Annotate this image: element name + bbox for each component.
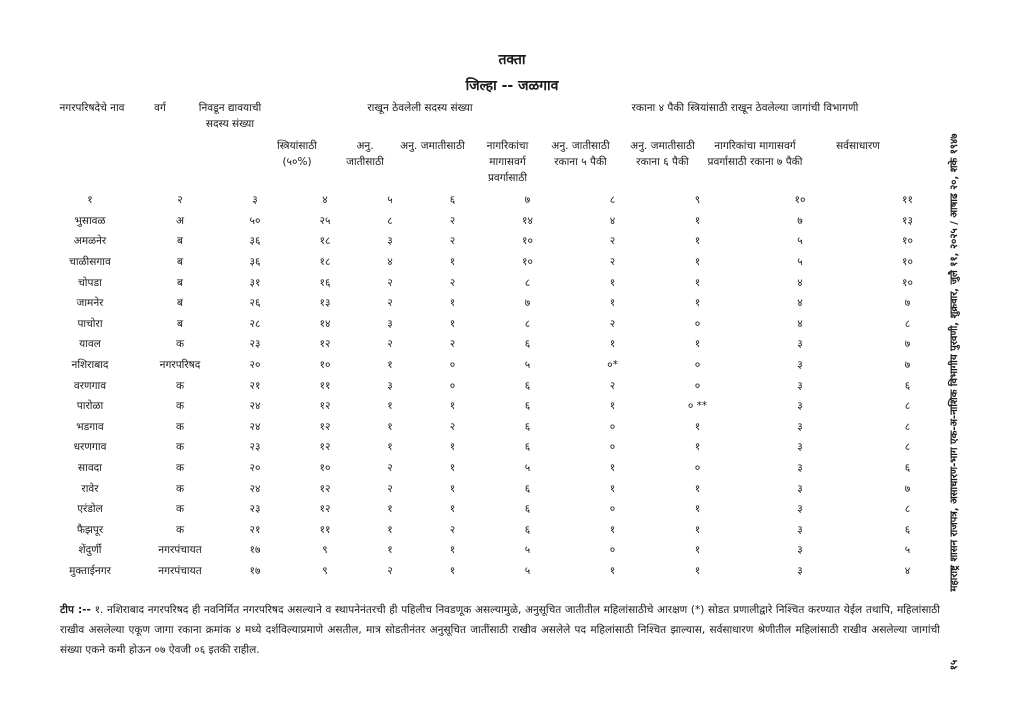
table-row [40, 211, 955, 232]
table-cell: ६ [524, 379, 531, 392]
table-cell: १ [449, 256, 456, 269]
table-cell: ब [177, 297, 183, 310]
header-c7: नागरिकांचा मागासवर्ग प्रवर्गासाठी [486, 140, 529, 184]
table-cell: २ [449, 523, 456, 536]
table-cell: ४ [797, 297, 803, 310]
table-cell: ६ [524, 338, 531, 351]
table-cell: २ [609, 317, 616, 330]
table-cell: १ [609, 482, 616, 495]
table-cell: ३ [797, 359, 803, 372]
table-cell: १ [694, 235, 701, 248]
table-cell: १४ [522, 214, 533, 227]
table-cell: १ [449, 503, 456, 516]
table-cell: ५ [524, 359, 531, 372]
table-cell: ७ [797, 214, 803, 227]
table-cell: ६ [904, 523, 911, 536]
table-row [40, 437, 955, 458]
table-cell: १ [387, 441, 393, 454]
table-cell: ६ [524, 441, 531, 454]
table-row [40, 478, 955, 499]
table-cell: नगरपरिषद [159, 359, 201, 372]
table-cell: १ [449, 544, 456, 557]
footnote [60, 600, 940, 660]
table-cell: ११ [319, 523, 331, 536]
table-cell: क [175, 482, 185, 495]
council-name-cell: एरंडोल [77, 503, 103, 516]
council-name-cell: पाचोरा [77, 317, 103, 330]
table-cell: ०* [607, 359, 618, 372]
table-cell: ७ [524, 297, 531, 310]
table-cell: ३ [797, 338, 803, 351]
table-cell: ५ [797, 256, 803, 269]
table-cell: ६ [524, 503, 531, 516]
council-name-cell: पारोळा [76, 400, 104, 413]
table-cell: १ [694, 297, 701, 310]
table-cell: ६ [524, 482, 531, 495]
table-cell: ८ [524, 276, 531, 289]
table-row [40, 499, 955, 520]
table-cell: १ [694, 256, 701, 269]
table-row [40, 355, 955, 376]
column-number: १ [87, 194, 93, 207]
table-cell: क [175, 338, 185, 351]
council-name-cell: फैझपूर [76, 523, 104, 536]
table-cell: १ [694, 482, 701, 495]
page-number-text: १५ [949, 659, 960, 671]
table-cell: २६ [249, 297, 261, 310]
table-cell: ८ [904, 400, 911, 413]
table-cell: १ [609, 400, 616, 413]
council-name-cell: अमळनेर [73, 235, 107, 248]
table-row [40, 520, 955, 541]
table-cell: ८ [904, 317, 911, 330]
table-cell: १८ [319, 256, 331, 269]
table-cell: क [175, 523, 185, 536]
column-number: ६ [449, 194, 456, 207]
table-cell: १२ [319, 400, 331, 413]
table-cell: ५ [524, 544, 531, 557]
table-cell: २४ [249, 482, 261, 495]
table-cell: ३ [797, 482, 803, 495]
table-cell: ब [177, 235, 183, 248]
table-cell: ४ [797, 317, 803, 330]
table-row [40, 417, 955, 438]
table-cell: २० [249, 462, 261, 475]
table-cell: नगरपंचायत [158, 564, 202, 577]
council-name-cell: यावल [79, 338, 101, 351]
table-cell: १ [449, 482, 456, 495]
table-cell: १७ [249, 564, 261, 577]
header-c4: स्त्रियांसाठी (५०%) [276, 140, 318, 168]
table-cell: ३ [797, 544, 803, 557]
header-c5: अनु. जातीसाठी [346, 140, 384, 168]
table-cell: १ [609, 564, 616, 577]
group-header-reserved: राखून ठेवलेली सदस्य संख्या [367, 102, 473, 114]
table-cell: २ [387, 564, 393, 577]
district-title: जिल्हा -- जळगाव [465, 78, 559, 94]
table-cell: ८ [904, 441, 911, 454]
table-cell: क [175, 400, 185, 413]
table-row [40, 540, 955, 561]
table-cell: १७ [249, 544, 261, 557]
table-cell: ५ [524, 564, 531, 577]
table-cell: ५ [797, 235, 803, 248]
council-name-cell: भडगाव [76, 420, 104, 433]
table-cell: १ [387, 420, 393, 433]
table-cell: १ [694, 564, 701, 577]
council-name-cell: भुसावळ [74, 214, 106, 227]
table-cell: ३ [797, 503, 803, 516]
table-row [40, 396, 955, 417]
header-c3: निवडून द्यावयाची सदस्य संख्या [198, 102, 262, 130]
table-cell: १० [319, 359, 331, 372]
table-cell: नगरपंचायत [158, 544, 202, 557]
table-cell: २१ [249, 379, 261, 392]
table-cell: १ [694, 523, 701, 536]
table-cell: ११ [319, 379, 331, 392]
table-cell: १ [609, 276, 616, 289]
table-cell: १ [449, 297, 456, 310]
table-cell: २८ [249, 317, 261, 330]
table-cell: १ [694, 276, 701, 289]
table-cell: ६ [904, 379, 911, 392]
table-cell: ६ [524, 420, 531, 433]
gazette-side-header [945, 110, 965, 615]
table-cell: १८ [319, 235, 331, 248]
table-cell: २३ [249, 441, 261, 454]
table-cell: ३१ [249, 276, 261, 289]
table-cell: ८ [524, 317, 531, 330]
table-cell: १ [609, 523, 616, 536]
table-cell: २४ [249, 420, 261, 433]
table-cell: १ [694, 503, 701, 516]
table-cell: ३६ [249, 256, 261, 269]
table-cell: २५ [319, 214, 331, 227]
table-cell: २ [449, 276, 456, 289]
table-cell: ३ [797, 564, 803, 577]
table-cell: ३६ [249, 235, 261, 248]
table-cell: १ [694, 214, 701, 227]
table-cell: १ [387, 359, 393, 372]
table-cell: ० [609, 420, 616, 433]
table-cell: ५० [249, 214, 261, 227]
council-name-cell: चाळीसगाव [69, 256, 111, 269]
column-number: ५ [387, 194, 393, 207]
table-cell: ० [694, 317, 701, 330]
table-cell: क [175, 503, 185, 516]
table-cell: १६ [319, 276, 331, 289]
table-cell: ४ [904, 564, 911, 577]
table-cell: ० [609, 503, 616, 516]
table-cell: १ [694, 441, 701, 454]
council-name-cell: शेंदुर्णी [78, 544, 102, 557]
table-cell: २४ [249, 400, 261, 413]
table-cell: ० [449, 359, 456, 372]
header-c6: अनु. जमातीसाठी [400, 140, 465, 152]
table-cell: १ [609, 462, 616, 475]
table-cell: ० [694, 359, 701, 372]
table-cell: १२ [319, 441, 331, 454]
table-row [40, 561, 955, 582]
table-cell: २३ [249, 338, 261, 351]
table-row [40, 375, 955, 396]
table-cell: ० ** [687, 400, 708, 413]
data-table [40, 190, 955, 581]
table-cell: १ [609, 338, 616, 351]
table-cell: ब [177, 276, 183, 289]
table-cell: ब [177, 317, 183, 330]
table-cell: १ [449, 441, 456, 454]
gazette-side-text: महाराष्ट्र शासन राजपत्र, असाधारण-भाग एक-अ-नाशिक विभागीय पुरवणी, शुक्रवार, जुलै ११, २०२५ / आषाढ २०, शके १९४७ [949, 133, 960, 592]
column-number: ९ [694, 194, 701, 207]
table-cell: २ [387, 462, 393, 475]
table-cell: १ [449, 564, 456, 577]
header-c2: वर्ग [154, 102, 166, 114]
table-cell: ७ [904, 338, 911, 351]
table-cell: ० [609, 544, 616, 557]
table-cell: ९ [322, 544, 328, 557]
table-cell: ३ [797, 462, 803, 475]
table-cell: १० [902, 235, 913, 248]
table-cell: क [175, 379, 185, 392]
table-cell: क [175, 441, 185, 454]
table-cell: १ [387, 544, 393, 557]
table-cell: ० [694, 379, 701, 392]
table-cell: ३ [387, 379, 393, 392]
table-cell: १४ [319, 317, 331, 330]
table-cell: २३ [249, 503, 261, 516]
table-row [40, 252, 955, 273]
table-cell: ४ [797, 276, 803, 289]
table-cell: २ [449, 338, 456, 351]
table-cell: ९ [322, 564, 328, 577]
table-cell: ३ [797, 523, 803, 536]
table-row [40, 293, 955, 314]
table-row [40, 334, 955, 355]
table-cell: १३ [319, 297, 331, 310]
council-name-cell: नशिराबाद [71, 359, 109, 372]
column-number: ११ [902, 194, 913, 207]
table-cell: १ [694, 420, 701, 433]
table-cell: २ [609, 256, 616, 269]
table-cell: १० [522, 256, 533, 269]
header-c1: नगरपरिषदेचे नाव [59, 102, 125, 114]
table-cell: ३ [387, 235, 393, 248]
column-number-row [40, 190, 955, 211]
table-cell: २ [449, 235, 456, 248]
table-cell: २ [387, 297, 393, 310]
table-cell: क [175, 462, 185, 475]
group-header-women: रकाना ४ पैकी स्त्रियांसाठी राखून ठेवलेल्या जागांची विभागणी [631, 102, 859, 114]
table-cell: ६ [524, 523, 531, 536]
table-cell: ५ [524, 462, 531, 475]
table-cell: १ [387, 523, 393, 536]
table-cell: १३ [902, 214, 913, 227]
column-number: ७ [524, 194, 531, 207]
table-row [40, 314, 955, 335]
table-cell: ७ [904, 482, 911, 495]
table-cell: १ [387, 400, 393, 413]
table-cell: १० [522, 235, 533, 248]
page-number [945, 655, 965, 675]
table-cell: १२ [319, 338, 331, 351]
table-cell: १२ [319, 482, 331, 495]
council-name-cell: धरणगाव [73, 441, 107, 454]
table-cell: २ [449, 214, 456, 227]
table-cell: १ [609, 297, 616, 310]
table-cell: १ [449, 462, 456, 475]
table-cell: ६ [524, 400, 531, 413]
table-cell: ७ [904, 359, 911, 372]
column-number: २ [177, 194, 183, 207]
table-cell: ब [177, 256, 183, 269]
header-c8: अनु. जातीसाठी रकाना ५ पैकी [551, 140, 610, 168]
table-row [40, 231, 955, 252]
table-cell: २ [387, 482, 393, 495]
table-cell: १ [449, 317, 456, 330]
table-cell: ० [609, 441, 616, 454]
table-body [40, 211, 955, 582]
header-c10: नागरिकांचा मागासवर्ग प्रवर्गासाठी रकाना ७ पैकी [707, 140, 803, 168]
footnote-label: टीप :-- [60, 604, 91, 616]
council-name-cell: चोपडा [78, 276, 102, 289]
column-number: ८ [609, 194, 616, 207]
table-cell: १० [902, 256, 913, 269]
table-cell: ६ [904, 462, 911, 475]
council-name-cell: वरणगाव [73, 379, 107, 392]
footnote-text: १. नशिराबाद नगरपरिषद ही नवनिर्मित नगरपरिषद असल्याने व स्थापनेनंतरची ही पहिलीच निवडणूक असल्यामुळे, अनुसूचित जातीतील महिलांसाठीचे आरक्षण (*) सोडत प्रणालीद्वारे निश्चित करण्यात येईल तथापि, महिलांसाठी राखीव असलेल्या एकूण जागा रकाना क्रमांक ४ मध्ये दर्शविल्याप्रमाणे असतील, मात्र सोडतीनंतर अनुसूचित जातींसाठी राखीव असलेले पद महिलांसाठी निश्चित झाल्यास, सर्वसाधारण श्रेणीतील महिलांसाठी राखीव असलेल्या जागांची संख्या एकने कमी होऊन ०७ ऐवजी ०६ इतकी राहील. [60, 604, 941, 656]
table-cell: ३ [797, 420, 803, 433]
table-cell: १ [449, 400, 456, 413]
table-cell: अ [175, 214, 185, 227]
council-name-cell: जामनेर [76, 297, 104, 310]
table-cell: ० [694, 462, 701, 475]
table-cell: ३ [797, 379, 803, 392]
column-number: ३ [252, 194, 258, 207]
header-c9: अनु. जमातीसाठी रकाना ६ पैकी [630, 140, 695, 168]
table-cell: १ [387, 503, 393, 516]
table-cell: २ [387, 276, 393, 289]
column-number: १० [794, 194, 806, 207]
column-number: ४ [322, 194, 328, 207]
table-row [40, 458, 955, 479]
council-name-cell: मुक्ताईनगर [69, 564, 111, 577]
table-cell: ३ [797, 441, 803, 454]
page-title: तक्ता [498, 52, 526, 68]
table-cell: ५ [904, 544, 911, 557]
table-cell: १० [902, 276, 913, 289]
table-cell: ३ [797, 400, 803, 413]
header-c11: सर्वसाधारण [836, 140, 880, 152]
table-cell: ८ [904, 503, 911, 516]
table-cell: १ [694, 544, 701, 557]
table-cell: ४ [609, 214, 616, 227]
table-cell: ० [449, 379, 456, 392]
table-cell: १२ [319, 420, 331, 433]
table-cell: २ [609, 379, 616, 392]
table-cell: ७ [904, 297, 911, 310]
table-cell: ८ [904, 420, 911, 433]
table-row [40, 272, 955, 293]
table-cell: १ [694, 338, 701, 351]
table-cell: क [175, 420, 185, 433]
table-cell: १० [319, 462, 331, 475]
table-cell: २१ [249, 523, 261, 536]
table-cell: ८ [387, 214, 393, 227]
council-name-cell: रावेर [81, 482, 99, 495]
table-cell: ३ [387, 317, 393, 330]
table-cell: २ [449, 420, 456, 433]
table-cell: २ [609, 235, 616, 248]
table-cell: २ [387, 338, 393, 351]
table-cell: १२ [319, 503, 331, 516]
table-cell: ४ [387, 256, 393, 269]
council-name-cell: सावदा [78, 462, 102, 475]
table-cell: २० [249, 359, 261, 372]
